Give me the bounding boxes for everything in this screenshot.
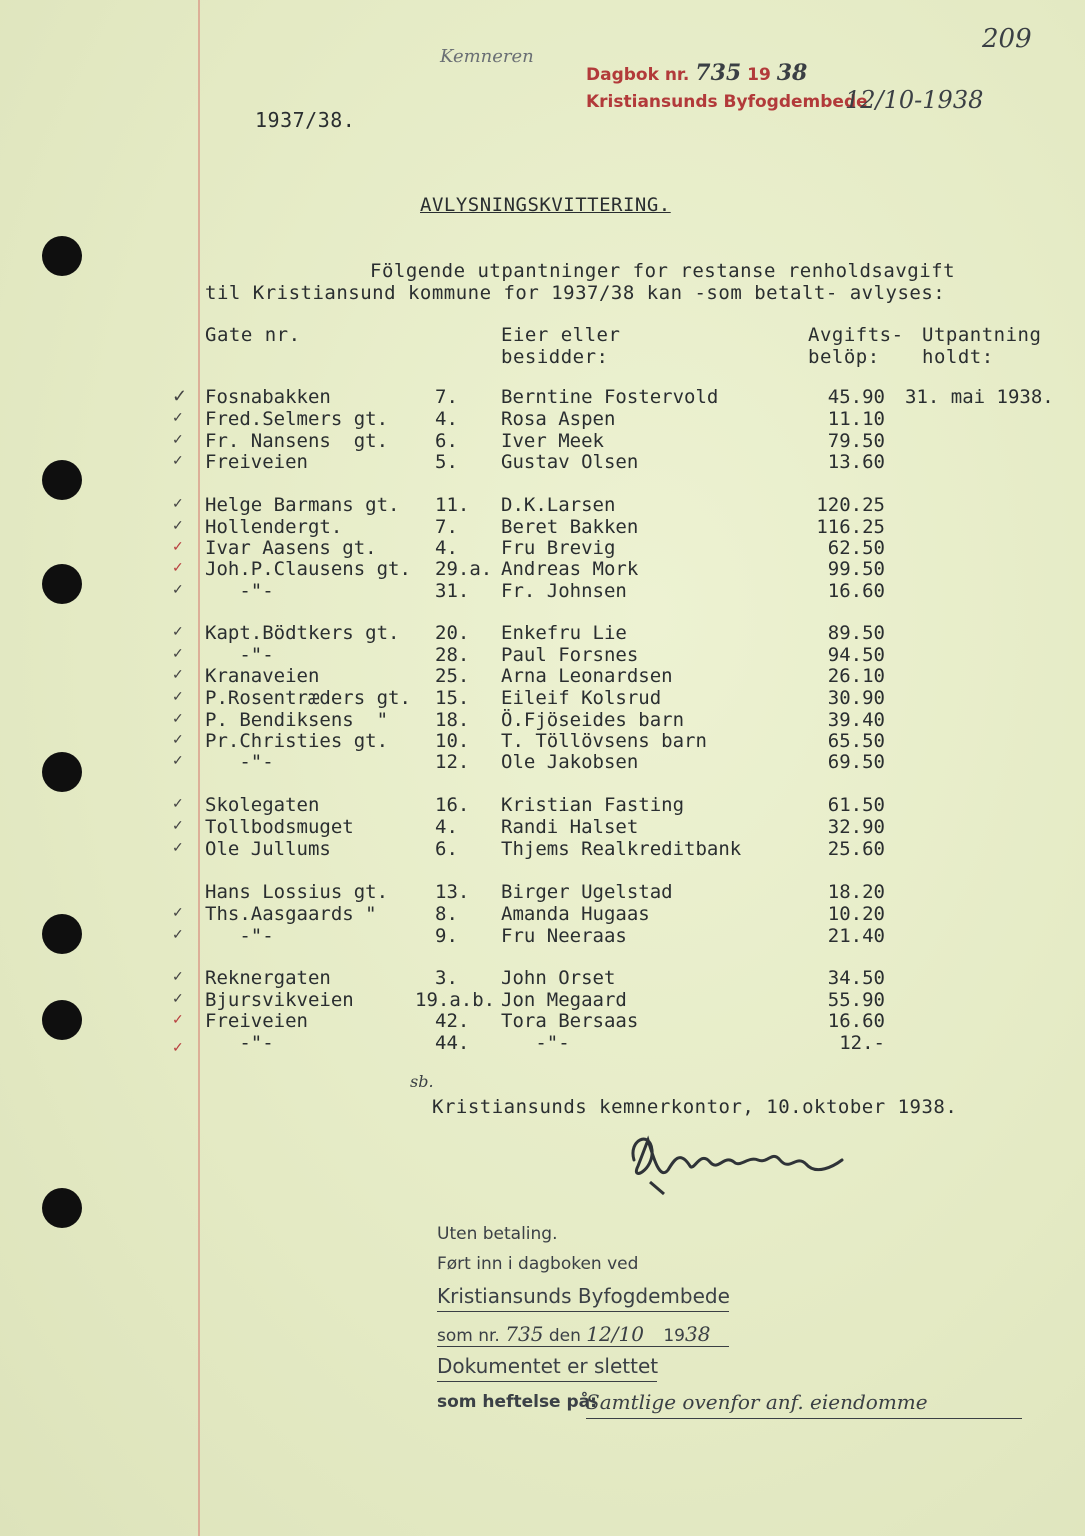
cell-nr: 31. bbox=[435, 580, 470, 602]
cell-eier: D.K.Larsen bbox=[501, 494, 616, 516]
cell-nr: 20. bbox=[435, 622, 470, 644]
cell-amount: 39.40 bbox=[827, 709, 885, 731]
header-avgift-2: belöp: bbox=[808, 346, 880, 368]
table-row bbox=[205, 451, 1065, 473]
cell-amount: 62.50 bbox=[827, 537, 885, 559]
tick-mark: ✓ bbox=[172, 991, 184, 1007]
header-utpantning-1: Utpantning bbox=[922, 324, 1042, 346]
cell-nr: 29.a. bbox=[435, 558, 493, 580]
cell-amount: 16.60 bbox=[827, 1010, 885, 1032]
cell-eier: Thjems Realkreditbank bbox=[501, 838, 742, 860]
cell-nr: 42. bbox=[435, 1010, 470, 1032]
tick-mark: ✓ bbox=[172, 969, 184, 985]
cell-amount: 120.25 bbox=[816, 494, 885, 516]
cell-gate: Hollendergt. bbox=[205, 516, 343, 538]
cell-gate: -"- bbox=[205, 751, 274, 773]
cell-eier: Ö.Fjöseides barn bbox=[501, 709, 685, 731]
tick-mark: ✓ bbox=[172, 840, 184, 856]
stamp-date: 12/10-1938 bbox=[845, 86, 984, 114]
cell-eier: Eileif Kolsrud bbox=[501, 687, 662, 709]
table-row bbox=[205, 925, 1065, 947]
cell-gate: Fred.Selmers gt. bbox=[205, 408, 389, 430]
cell-eier: Andreas Mork bbox=[501, 558, 639, 580]
cell-gate: Fr. Nansens gt. bbox=[205, 430, 389, 452]
tick-mark: ✓ bbox=[172, 646, 184, 662]
cell-nr: 18. bbox=[435, 709, 470, 731]
tick-mark: ✓ bbox=[172, 453, 184, 469]
tick-mark: ✓ bbox=[172, 689, 184, 705]
cell-eier: Ole Jakobsen bbox=[501, 751, 639, 773]
cell-gate: -"- bbox=[205, 580, 274, 602]
cell-nr: 6. bbox=[435, 838, 458, 860]
stamp-office: Kristiansunds Byfogdembede bbox=[586, 92, 868, 112]
tick-mark: ✓ bbox=[172, 796, 184, 812]
cell-eier: Kristian Fasting bbox=[501, 794, 685, 816]
intro-line-2: til Kristiansund kommune for 1937/38 kan -som betalt- avlyses: bbox=[205, 282, 946, 304]
table-row bbox=[205, 665, 1065, 687]
stamp-uten-betaling: Uten betaling. bbox=[437, 1224, 558, 1244]
punch-hole bbox=[42, 1000, 82, 1040]
cell-nr: 6. bbox=[435, 430, 458, 452]
cell-amount: 13.60 bbox=[827, 451, 885, 473]
tick-mark: ✓ bbox=[172, 560, 184, 576]
header-eier-1: Eier eller bbox=[501, 324, 621, 346]
cell-amount: 94.50 bbox=[827, 644, 885, 666]
cell-amount: 10.20 bbox=[827, 903, 885, 925]
header-avgift-1: Avgifts- bbox=[808, 324, 904, 346]
cell-eier: Birger Ugelstad bbox=[501, 881, 673, 903]
cell-nr: 13. bbox=[435, 881, 470, 903]
table-row bbox=[205, 494, 1065, 516]
cell-nr: 10. bbox=[435, 730, 470, 752]
cell-eier: Rosa Aspen bbox=[501, 408, 616, 430]
cell-amount: 16.60 bbox=[827, 580, 885, 602]
cell-eier: -"- bbox=[501, 1032, 570, 1054]
cell-gate: Helge Barmans gt. bbox=[205, 494, 400, 516]
cell-amount: 61.50 bbox=[827, 794, 885, 816]
cell-gate: Kranaveien bbox=[205, 665, 320, 687]
table-row bbox=[205, 1032, 1065, 1054]
stamp-dagbok-label: Dagbok nr. bbox=[586, 65, 690, 85]
cell-nr: 19.a.b. bbox=[415, 989, 496, 1011]
table-row bbox=[205, 730, 1065, 752]
stamp-slettet: Dokumentet er slettet bbox=[437, 1354, 659, 1378]
footer-place-date: Kristiansunds kemnerkontor, 10.oktober 1938. bbox=[432, 1096, 958, 1118]
cell-amount: 45.90 bbox=[827, 386, 885, 408]
cell-nr: 7. bbox=[435, 386, 458, 408]
table-row bbox=[205, 558, 1065, 580]
table-row bbox=[205, 989, 1065, 1011]
cell-nr: 7. bbox=[435, 516, 458, 538]
header-gate: Gate nr. bbox=[205, 324, 301, 346]
stamp-fort-inn: Ført inn i dagboken ved bbox=[437, 1254, 639, 1274]
tick-mark: ✓ bbox=[172, 496, 184, 512]
kemneren-note: Kemneren bbox=[440, 46, 534, 67]
punch-hole bbox=[42, 564, 82, 604]
cell-eier: Jon Megaard bbox=[501, 989, 627, 1011]
table-row bbox=[205, 386, 1065, 408]
cell-gate: Reknergaten bbox=[205, 967, 331, 989]
table-row bbox=[205, 967, 1065, 989]
stamp-year-prefix: 19 bbox=[747, 65, 771, 85]
cell-nr: 44. bbox=[435, 1032, 470, 1054]
punch-hole bbox=[42, 236, 82, 276]
signature bbox=[620, 1120, 860, 1200]
cell-amount: 34.50 bbox=[827, 967, 885, 989]
stamp-den: den bbox=[548, 1326, 581, 1346]
header-eier-2: besidder: bbox=[501, 346, 609, 368]
table-row bbox=[205, 408, 1065, 430]
table-row bbox=[205, 709, 1065, 731]
cell-eier: Paul Forsnes bbox=[501, 644, 639, 666]
cell-amount: 12.- bbox=[839, 1032, 885, 1054]
punch-hole bbox=[42, 1188, 82, 1228]
cell-nr: 11. bbox=[435, 494, 470, 516]
cell-eier: John Orset bbox=[501, 967, 616, 989]
tick-mark: ✓ bbox=[172, 386, 188, 407]
cell-gate: P.Rosentræders gt. bbox=[205, 687, 411, 709]
cell-eier: Berntine Fostervold bbox=[501, 386, 719, 408]
cell-amount: 65.50 bbox=[827, 730, 885, 752]
tick-mark: ✓ bbox=[172, 582, 184, 598]
table-row bbox=[205, 881, 1065, 903]
cell-nr: 8. bbox=[435, 903, 458, 925]
tick-mark: ✓ bbox=[172, 518, 184, 534]
tick-mark: ✓ bbox=[172, 927, 184, 943]
cell-nr: 5. bbox=[435, 451, 458, 473]
stamp-date-value: 12/10 bbox=[586, 1322, 644, 1346]
cell-gate: Skolegaten bbox=[205, 794, 320, 816]
table-row bbox=[205, 794, 1065, 816]
cell-gate: Fosnabakken bbox=[205, 386, 331, 408]
stamp-underline bbox=[437, 1381, 657, 1382]
cell-gate: P. Bendiksens " bbox=[205, 709, 389, 731]
table-row bbox=[205, 903, 1065, 925]
tick-mark: ✓ bbox=[172, 1012, 184, 1028]
cell-gate: Ths.Aasgaards " bbox=[205, 903, 377, 925]
cell-amount: 26.10 bbox=[827, 665, 885, 687]
cell-amount: 32.90 bbox=[827, 816, 885, 838]
table-row bbox=[205, 1010, 1065, 1032]
cell-nr: 4. bbox=[435, 408, 458, 430]
cell-gate: Freiveien bbox=[205, 451, 308, 473]
sb-note: sb. bbox=[410, 1072, 434, 1091]
cell-eier: Tora Bersaas bbox=[501, 1010, 639, 1032]
cell-gate: -"- bbox=[205, 644, 274, 666]
intro-line-1: Fölgende utpantninger for restanse renholdsavgift bbox=[370, 260, 956, 282]
stamp-heftelse: som heftelse på: bbox=[437, 1392, 597, 1412]
cell-held: 31. mai 1938. bbox=[905, 386, 1054, 408]
cell-amount: 99.50 bbox=[827, 558, 885, 580]
cell-nr: 4. bbox=[435, 537, 458, 559]
tick-mark: ✓ bbox=[172, 624, 184, 640]
punch-hole bbox=[42, 752, 82, 792]
stamp-year: 38 bbox=[776, 60, 808, 86]
stamp-heftelse-hand: Samtlige ovenfor anf. eiendomme bbox=[586, 1390, 928, 1414]
cell-gate: Hans Lossius gt. bbox=[205, 881, 389, 903]
cell-nr: 12. bbox=[435, 751, 470, 773]
cell-eier: Fru Neeraas bbox=[501, 925, 627, 947]
stamp-office-bottom: Kristiansunds Byfogdembede bbox=[437, 1284, 730, 1308]
cell-eier: Fru Brevig bbox=[501, 537, 616, 559]
cell-amount: 89.50 bbox=[827, 622, 885, 644]
tick-mark: ✓ bbox=[172, 1040, 184, 1056]
stamp-dagbok-nr: 735 bbox=[695, 60, 742, 86]
cell-amount: 79.50 bbox=[827, 430, 885, 452]
punch-hole bbox=[42, 460, 82, 500]
year-ref: 1937/38. bbox=[255, 108, 356, 132]
tick-mark: ✓ bbox=[172, 818, 184, 834]
cell-gate: -"- bbox=[205, 925, 274, 947]
cell-eier: Randi Halset bbox=[501, 816, 639, 838]
cell-eier: Enkefru Lie bbox=[501, 622, 627, 644]
margin-line bbox=[198, 0, 200, 1536]
cell-nr: 15. bbox=[435, 687, 470, 709]
table-row bbox=[205, 644, 1065, 666]
document-title: AVLYSNINGSKVITTERING. bbox=[420, 194, 671, 216]
cell-gate: Kapt.Bödtkers gt. bbox=[205, 622, 400, 644]
tick-mark: ✓ bbox=[172, 732, 184, 748]
cell-nr: 25. bbox=[435, 665, 470, 687]
tick-mark: ✓ bbox=[172, 667, 184, 683]
cell-gate: Pr.Christies gt. bbox=[205, 730, 389, 752]
cell-nr: 16. bbox=[435, 794, 470, 816]
cell-amount: 116.25 bbox=[816, 516, 885, 538]
cell-eier: Iver Meek bbox=[501, 430, 604, 452]
tick-mark: ✓ bbox=[172, 905, 184, 921]
cell-eier: Beret Bakken bbox=[501, 516, 639, 538]
cell-gate: Joh.P.Clausens gt. bbox=[205, 558, 411, 580]
table-row bbox=[205, 816, 1065, 838]
cell-gate: Tollbodsmuget bbox=[205, 816, 354, 838]
tick-mark: ✓ bbox=[172, 711, 184, 727]
tick-mark: ✓ bbox=[172, 432, 184, 448]
cell-amount: 55.90 bbox=[827, 989, 885, 1011]
cell-amount: 21.40 bbox=[827, 925, 885, 947]
stamp-year-bottom: 38 bbox=[684, 1322, 711, 1346]
cell-nr: 9. bbox=[435, 925, 458, 947]
table-row bbox=[205, 687, 1065, 709]
cell-amount: 11.10 bbox=[827, 408, 885, 430]
stamp-underline bbox=[586, 1418, 1022, 1419]
cell-nr: 4. bbox=[435, 816, 458, 838]
tick-mark: ✓ bbox=[172, 539, 184, 555]
header-utpantning-2: holdt: bbox=[922, 346, 994, 368]
stamp-dagbok-line bbox=[586, 60, 807, 86]
table-row bbox=[205, 751, 1065, 773]
cell-gate: Ivar Aasens gt. bbox=[205, 537, 377, 559]
cell-eier: Amanda Hugaas bbox=[501, 903, 650, 925]
cell-gate: Ole Jullums bbox=[205, 838, 331, 860]
stamp-nr-value: 735 bbox=[505, 1322, 544, 1346]
tick-mark: ✓ bbox=[172, 753, 184, 769]
cell-amount: 18.20 bbox=[827, 881, 885, 903]
table-row bbox=[205, 430, 1065, 452]
cell-gate: Bjursvikveien bbox=[205, 989, 354, 1011]
cell-eier: Fr. Johnsen bbox=[501, 580, 627, 602]
cell-nr: 28. bbox=[435, 644, 470, 666]
cell-gate: Freiveien bbox=[205, 1010, 308, 1032]
stamp-underline bbox=[437, 1311, 729, 1312]
cell-eier: T. Töllövsens barn bbox=[501, 730, 707, 752]
cell-gate: -"- bbox=[205, 1032, 274, 1054]
cell-amount: 30.90 bbox=[827, 687, 885, 709]
stamp-year-prefix-bottom: 19 bbox=[663, 1326, 685, 1346]
stamp-nr-line bbox=[437, 1322, 710, 1346]
page-number: 209 bbox=[982, 24, 1032, 54]
cell-eier: Gustav Olsen bbox=[501, 451, 639, 473]
table-row bbox=[205, 580, 1065, 602]
cell-eier: Arna Leonardsen bbox=[501, 665, 673, 687]
cell-nr: 3. bbox=[435, 967, 458, 989]
cell-amount: 69.50 bbox=[827, 751, 885, 773]
punch-hole bbox=[42, 914, 82, 954]
cell-amount: 25.60 bbox=[827, 838, 885, 860]
stamp-nr-label: som nr. bbox=[437, 1326, 500, 1346]
tick-mark: ✓ bbox=[172, 410, 184, 426]
table-row bbox=[205, 622, 1065, 644]
table-row bbox=[205, 838, 1065, 860]
table-row bbox=[205, 537, 1065, 559]
stamp-underline bbox=[437, 1346, 729, 1347]
table-row bbox=[205, 516, 1065, 538]
